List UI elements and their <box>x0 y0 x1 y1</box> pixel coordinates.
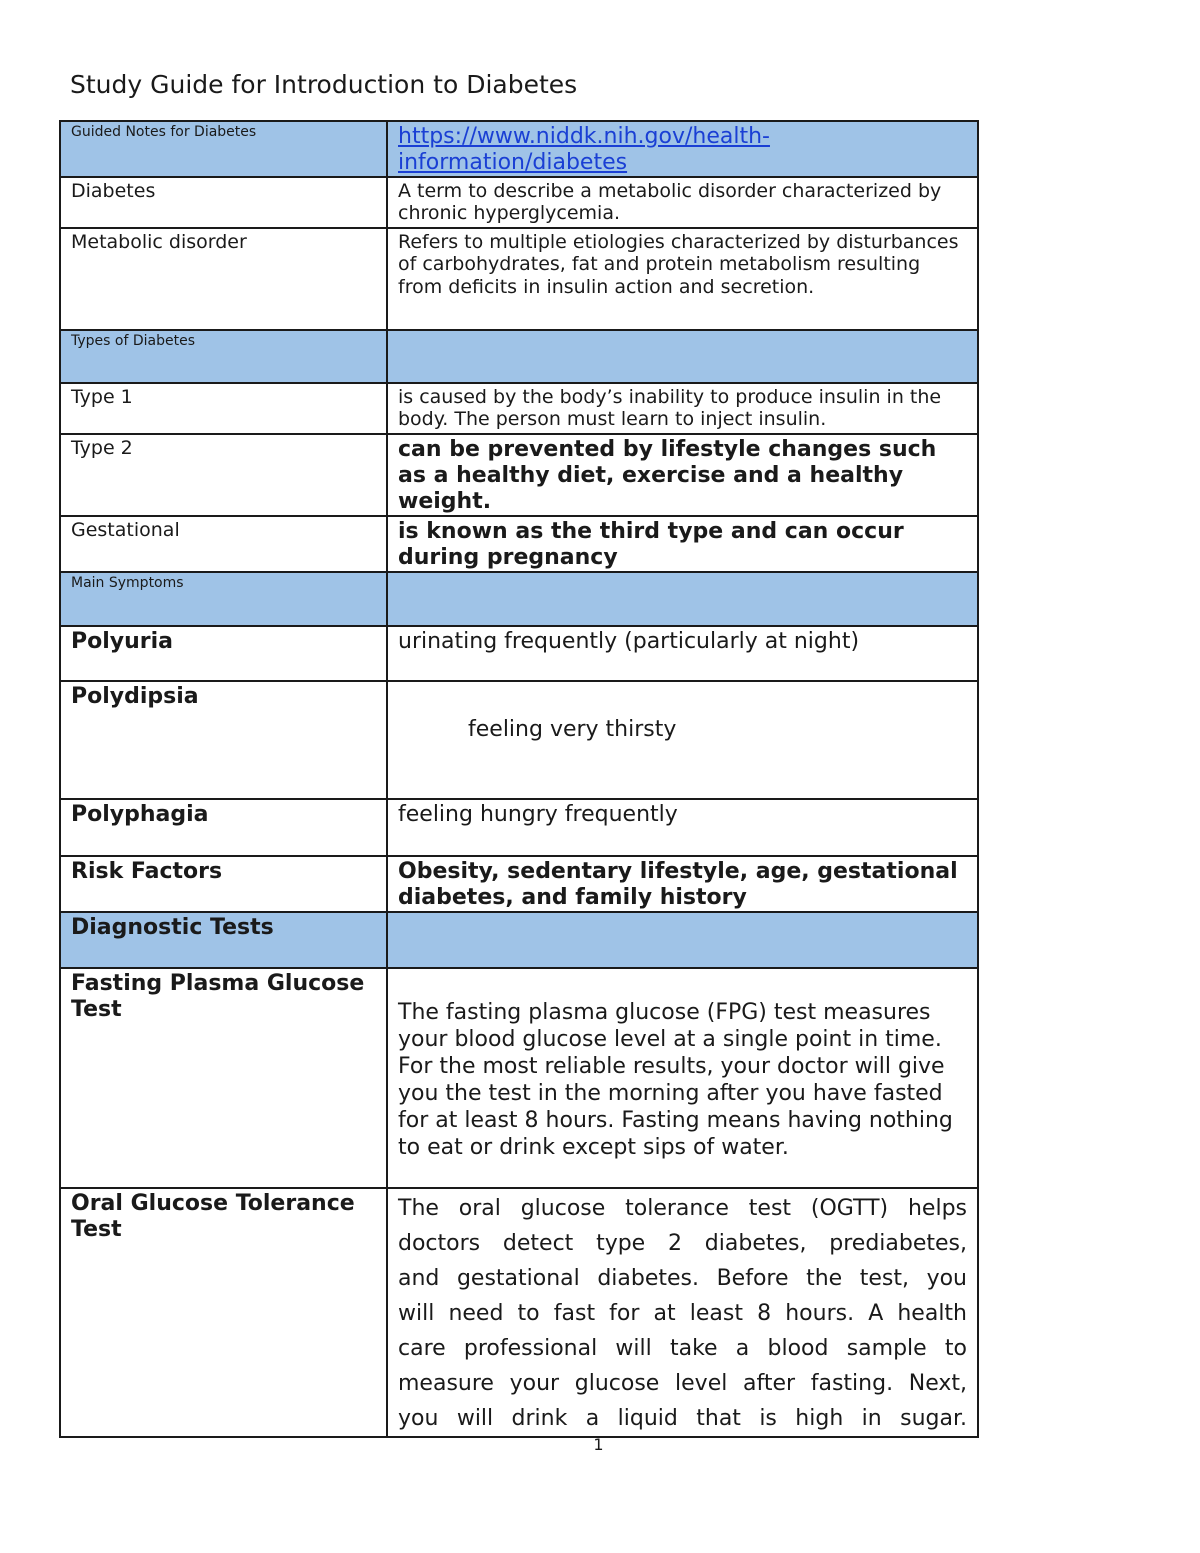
guided-notes-link-cell <box>387 121 978 177</box>
symptoms-header-label: Main Symptoms <box>60 572 387 626</box>
definition-fpg: The fasting plasma glucose (FPG) test measures your blood glucose level at a single point in time. For the most reliable results, your doctor will give you the test in the morning after you have fasted for at least 8 hours. Fasting means having nothing to eat or drink except sips of water. <box>398 999 953 1160</box>
table-row-polyphagia <box>60 799 978 856</box>
diagnostic-header-empty <box>387 912 978 968</box>
table-row-metabolic-disorder <box>60 228 978 330</box>
ogtt-line-5: care professional will take a blood sample to <box>398 1335 967 1361</box>
table-row-diabetes <box>60 177 978 228</box>
definition-polyuria: urinating frequently (particularly at night) <box>387 626 978 681</box>
term-gestational: Gestational <box>60 516 387 572</box>
section-header-symptoms <box>60 572 978 626</box>
definition-polydipsia-cell <box>387 681 978 799</box>
table-row-gestational <box>60 516 978 572</box>
section-header-diagnostic <box>60 912 978 968</box>
section-header-types <box>60 330 978 383</box>
page-title: Study Guide for Introduction to Diabetes <box>70 70 578 99</box>
niddk-link[interactable] <box>398 124 770 175</box>
page-number: 1 <box>593 1435 604 1454</box>
term-diabetes: Diabetes <box>60 177 387 228</box>
term-fpg: Fasting Plasma Glucose Test <box>60 968 387 1188</box>
table-row-type-2 <box>60 434 978 516</box>
definition-diabetes: A term to describe a metabolic disorder characterized by chronic hyperglycemia. <box>387 177 978 228</box>
term-ogtt: Oral Glucose Tolerance Test <box>60 1188 387 1437</box>
definition-polyphagia: feeling hungry frequently <box>387 799 978 856</box>
ogtt-line-7: you will drink a liquid that is high in sugar. <box>398 1405 967 1431</box>
table-row-guided-notes <box>60 121 978 177</box>
ogtt-line-4: will need to fast for at least 8 hours. A health <box>398 1300 967 1326</box>
types-header-empty <box>387 330 978 383</box>
term-risk-factors: Risk Factors <box>60 856 387 912</box>
ogtt-line-3: and gestational diabetes. Before the test, you <box>398 1265 967 1291</box>
definition-risk-factors: Obesity, sedentary lifestyle, age, gestational diabetes, and family history <box>387 856 978 912</box>
ogtt-line-6: measure your glucose level after fasting. Next, <box>398 1370 967 1396</box>
guided-notes-label: Guided Notes for Diabetes <box>60 121 387 177</box>
definition-type-1: is caused by the body’s inability to produce insulin in the body. The person must learn to inject insulin. <box>387 383 978 434</box>
link-line-1: https://www.niddk.nih.gov/health- <box>398 124 770 149</box>
term-type-1: Type 1 <box>60 383 387 434</box>
types-header-label: Types of Diabetes <box>60 330 387 383</box>
definition-metabolic-disorder: Refers to multiple etiologies characterized by disturbances of carbohydrates, fat and protein metabolism resulting from deficits in insulin action and secretion. <box>387 228 978 330</box>
table-row-risk-factors <box>60 856 978 912</box>
definition-ogtt-cell <box>387 1188 978 1437</box>
ogtt-line-2: doctors detect type 2 diabetes, prediabetes, <box>398 1230 967 1256</box>
definition-fpg-cell <box>387 968 978 1188</box>
symptoms-header-empty <box>387 572 978 626</box>
ogtt-line-1: The oral glucose tolerance test (OGTT) helps <box>398 1195 967 1221</box>
diagnostic-header-label: Diagnostic Tests <box>60 912 387 968</box>
table-row-fpg <box>60 968 978 1188</box>
table-row-polydipsia <box>60 681 978 799</box>
definition-type-2: can be prevented by lifestyle changes such as a healthy diet, exercise and a healthy weight. <box>387 434 978 516</box>
table-row-ogtt <box>60 1188 978 1437</box>
term-polydipsia: Polydipsia <box>60 681 387 799</box>
definition-gestational: is known as the third type and can occur during pregnancy <box>387 516 978 572</box>
definition-polydipsia: feeling very thirsty <box>468 716 677 742</box>
term-polyuria: Polyuria <box>60 626 387 681</box>
study-guide-table <box>59 120 979 1438</box>
link-line-2: information/diabetes <box>398 149 628 175</box>
term-polyphagia: Polyphagia <box>60 799 387 856</box>
table-row-type-1 <box>60 383 978 434</box>
term-metabolic-disorder: Metabolic disorder <box>60 228 387 330</box>
term-type-2: Type 2 <box>60 434 387 516</box>
table-row-polyuria <box>60 626 978 681</box>
